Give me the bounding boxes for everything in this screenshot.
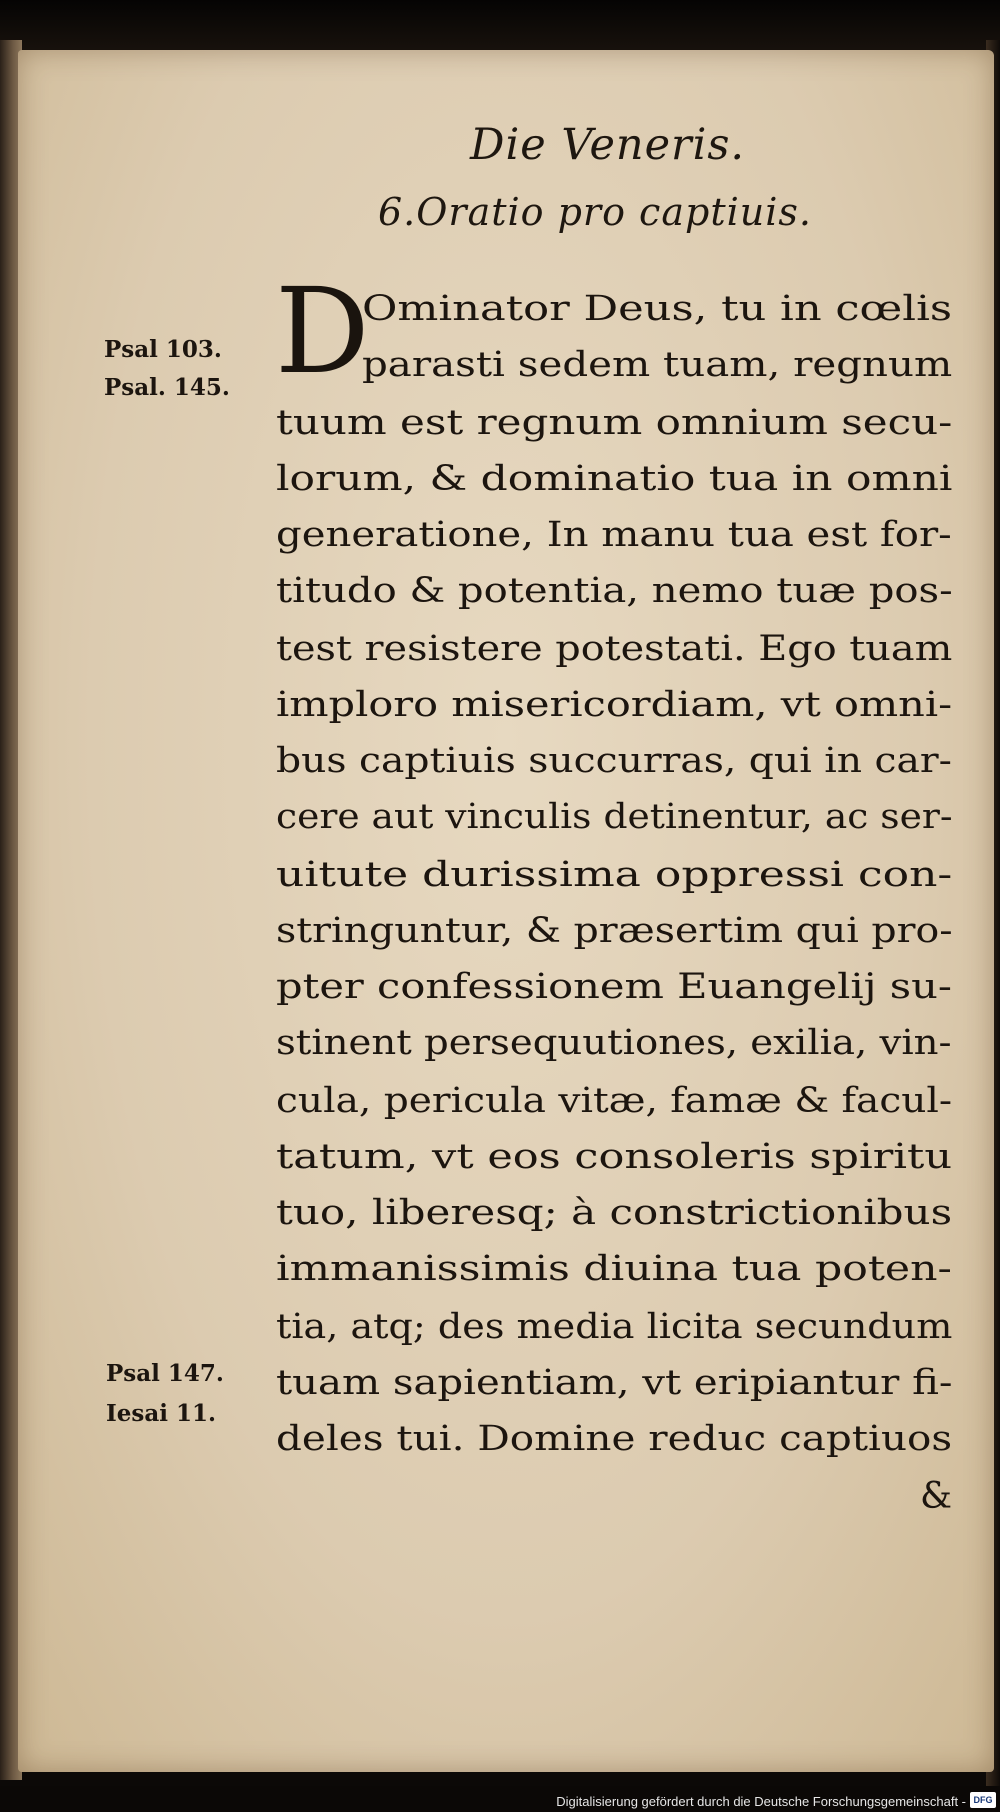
text-line: immanissimis diuina tua poten- [276,1249,952,1289]
page-header: Die Veneris. [470,120,746,170]
margin-note-reference: Psal. 145. [104,374,230,401]
text-line: tuum est regnum omnium secu- [276,403,953,443]
margin-note-reference: Psal 147. [106,1360,224,1387]
text-line: titudo & potentia, nemo tuæ pos- [276,571,953,611]
text-line: test resistere potestati. Ego tuam [276,629,953,669]
prayer-title: 6.Oratio pro captiuis. [378,190,812,234]
drop-capital: D [275,262,370,400]
text-line: imploro misericordiam, vt omni- [276,685,953,725]
text-line: pter confessionem Euangelij su- [276,967,952,1007]
text-line: generatione, In manu tua est for- [276,515,952,555]
dfg-logo-icon: DFG [970,1792,996,1808]
text-line: cere aut vinculis detinentur, ac ser- [276,797,953,837]
margin-note-reference: Iesai 11. [106,1400,217,1427]
text-line: cula, pericula vitæ, famæ & facul- [276,1081,953,1121]
text-line: tuam sapientiam, vt eripiantur fi- [276,1363,953,1403]
catchword: & [919,1476,952,1517]
text-line: tatum, vt eos consoleris spiritu [276,1137,953,1177]
text-line: tia, atq; des media licita secundum [276,1307,953,1347]
text-line: stinent persequutiones, exilia, vin- [276,1023,952,1063]
text-line: uitute durissima oppressi con- [276,855,953,895]
text-line: lorum, & dominatio tua in omni [276,459,953,499]
margin-note-reference: Psal 103. [104,336,222,363]
text-line: deles tui. Domine reduc captiuos [276,1419,953,1459]
text-line: bus captiuis succurras, qui in car- [276,741,952,781]
text-line: tuo, liberesq; à constrictionibus [276,1193,953,1233]
digitization-credit: Digitalisierung gefördert durch die Deutsche Forschungsgemeinschaft - [556,1794,966,1809]
text-line: parasti sedem tuam, regnum [362,345,953,385]
text-line: stringuntur, & præsertim qui pro- [276,911,953,951]
text-line: Ominator Deus, tu in cœlis [362,289,953,329]
